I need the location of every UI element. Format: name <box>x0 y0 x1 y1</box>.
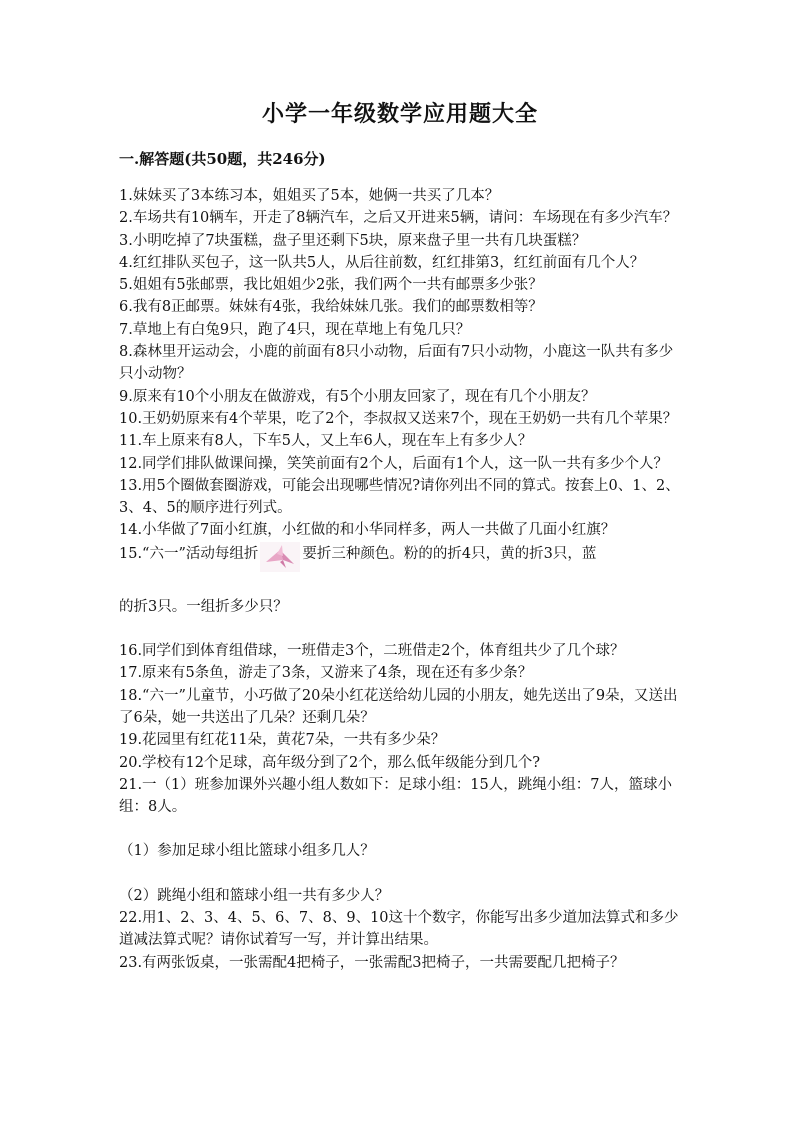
question-3: 3.小明吃掉了7块蛋糕，盘子里还剩下5块，原来盘子里一共有几块蛋糕？ <box>119 232 587 249</box>
question-17: 17.原来有5条鱼，游走了3条，又游来了4条，现在还有多少条？ <box>119 665 533 682</box>
question-21: 21.一（1）班参加课外兴趣小组人数如下：足球小组：15人，跳绳小组：7人，篮球小组：8人。 <box>119 776 672 816</box>
question-13: 13.用5个圈做套圈游戏，可能会出现哪些情况?请你列出不同的算式。按套上0、1、2、3、4、5的顺序进行列式。 <box>119 477 680 517</box>
paper-crane-icon <box>260 542 300 572</box>
question-16: 16.同学们到体育组借球，一班借走3个，二班借走2个，体育组共少了几个球？ <box>119 643 625 660</box>
question-7: 7.草地上有白兔9只，跑了4只，现在草地上有兔几只？ <box>119 321 471 338</box>
question-11: 11.车上原来有8人，下车5人，又上车6人，现在车上有多少人？ <box>119 433 533 450</box>
question-21-part-1: （1）参加足球小组比篮球小组多几人？ <box>119 843 375 860</box>
question-22: 22.用1、2、3、4、5、6、7、8、9、10这十个数字，你能写出多少道加法算式和多少道减法算式呢？请你试着写一写，并计算出结果。 <box>119 910 679 949</box>
question-list <box>119 185 684 974</box>
question-6: 6.我有8正邮票。妹妹有4张，我给妹妹几张。我们的邮票数相等？ <box>119 299 543 316</box>
spacer <box>119 863 684 885</box>
question-2: 2.车场共有10辆车，开走了8辆汽车，之后又开进来5辆，请问：车场现在有多少汽车？ <box>119 210 678 227</box>
question-8: 8.森林里开运动会，小鹿的前面有8只小动物，后面有7只小动物，小鹿这一队共有多少只小动物？ <box>119 344 674 383</box>
page-title: 小学一年级数学应用题大全 <box>261 101 538 127</box>
question-23: 23.有两张饭桌，一张需配4把椅子，一张需配3把椅子，一共需要配几把椅子？ <box>119 954 625 971</box>
question-5: 5.姐姐有5张邮票，我比姐姐少2张，我们两个一共有邮票多少张？ <box>119 277 543 294</box>
spacer <box>119 618 684 640</box>
question-19: 19.花园里有红花11朵，黄花7朵，一共有多少朵？ <box>119 732 446 749</box>
question-9: 9.原来有10个小朋友在做游戏，有5个小朋友回家了，现在有几个小朋友？ <box>119 388 596 405</box>
section-heading: 一.解答题(共50题，共246分) <box>119 150 326 168</box>
question-10: 10.王奶奶原来有4个苹果，吃了2个，李叔叔又送来7个，现在王奶奶一共有几个苹果？ <box>119 410 678 427</box>
question-14: 14.小华做了7面小红旗，小红做的和小华同样多，两人一共做了几面小红旗？ <box>119 522 616 539</box>
question-4: 4.红红排队买包子，这一队共5人，从后往前数，红红排第3，红红前面有几个人？ <box>119 254 645 271</box>
question-15-continuation: 的折3只。一组折多少只？ <box>119 598 288 615</box>
question-15-text-before: 15.“六一”活动每组折 <box>119 545 259 562</box>
question-20: 20.学校有12个足球，高年级分到了2个，那么低年级能分到几个? <box>119 754 541 771</box>
question-21-part-2: （2）跳绳小组和篮球小组一共有多少人？ <box>119 887 390 904</box>
spacer <box>119 818 684 840</box>
question-15 <box>119 542 684 572</box>
question-12: 12.同学们排队做课间操，笑笑前面有2个人，后面有1个人，这一队一共有多少个人？ <box>119 455 669 472</box>
question-15-text-middle: 要折三种颜色。粉的的折4只，黄的折3只，蓝 <box>302 545 597 562</box>
question-1: 1.妹妹买了3本练习本，姐姐买了5本，她俩一共买了几本？ <box>119 188 500 204</box>
question-18: 18.“六一”儿童节，小巧做了20朵小红花送给幼儿园的小朋友，她先送出了9朵，又送出了6朵，她一共送出了几朵？还剩几朵？ <box>119 687 678 726</box>
